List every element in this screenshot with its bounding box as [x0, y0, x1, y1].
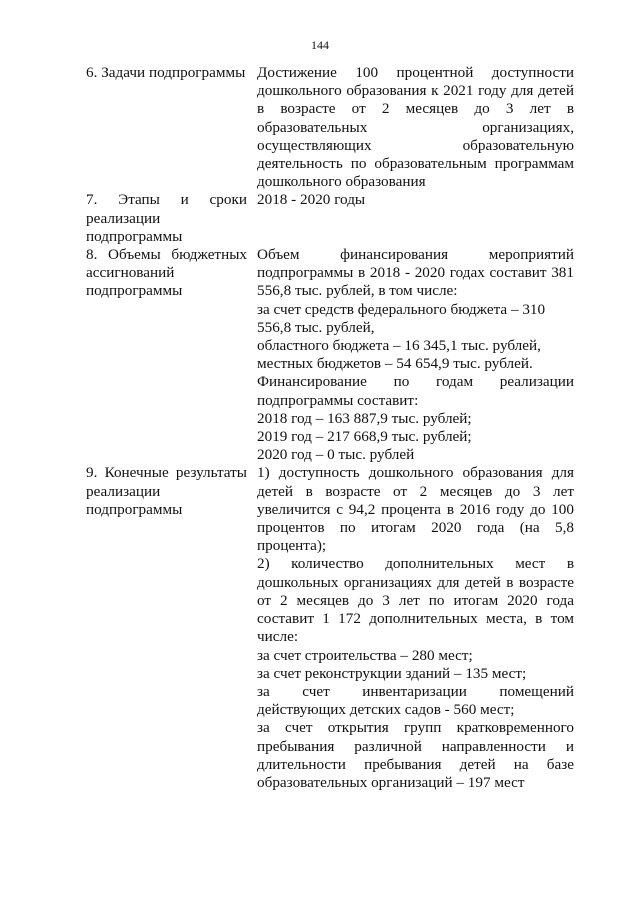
- budget-year-2019: 2019 год – 217 668,9 тыс. рублей;: [257, 428, 472, 446]
- budget-local: местных бюджетов – 54 654,9 тыс. рублей.: [257, 355, 533, 373]
- row-content-tasks: [257, 64, 574, 191]
- result-reconstruction: за счет реконструкции зданий – 135 мест;: [257, 664, 527, 682]
- row-label-stages: 7. Этапы и сроки реализации подпрограммы: [86, 191, 247, 245]
- table-row-stages: [86, 191, 574, 246]
- row-label-results: 9. Конечные результаты реализации подпрограммы: [86, 464, 247, 518]
- row-label-budget: 8. Объемы бюджетных ассигнований подпрограммы: [86, 246, 247, 300]
- result-availability: 1) доступность дошкольного образования для детей в возрасте от 2 месяцев до 3 лет увеличится с 94,2 процента в 2016 году до 100 процентов по итогам 2020 года (на 5,8 процента);: [257, 464, 574, 555]
- budget-year-2020: 2020 год – 0 тыс. рублей: [257, 446, 415, 464]
- page-number: 144: [311, 38, 329, 52]
- budget-total: Объем финансирования мероприятий подпрограммы в 2018 - 2020 годах составит 381 556,8 тыс. рублей, в том числе:: [257, 246, 574, 300]
- result-inventory: за счет инвентаризации помещений действующих детских садов - 560 мест;: [257, 682, 574, 719]
- result-short-stay-groups: за счет открытия групп кратковременного пребывания различной направленности и длительности пребывания детей на базе образовательных организаций – 197 мест: [257, 719, 574, 791]
- table-row-tasks: [86, 64, 574, 191]
- row-content-budget: [257, 246, 574, 464]
- row-content-stages: [257, 191, 574, 246]
- budget-year-2018: 2018 год – 163 887,9 тыс. рублей;: [257, 409, 472, 427]
- row-content-results: [257, 464, 574, 792]
- stages-text: 2018 - 2020 годы: [257, 191, 366, 209]
- budget-by-years-intro: Финансирование по годам реализации подпрограммы составит:: [257, 373, 574, 409]
- budget-federal: за счет средств федерального бюджета – 310 556,8 тыс. рублей,: [257, 300, 546, 336]
- result-additional-places: 2) количество дополнительных мест в дошкольных организациях для детей в возрасте от 2 месяцев до 3 лет по итогам 2020 года составит 1 172 дополнительных места, в том числе:: [257, 555, 574, 646]
- table-row-results: [86, 464, 574, 792]
- subprogram-passport-table: [86, 64, 574, 792]
- budget-regional: областного бюджета – 16 345,1 тыс. рублей,: [257, 337, 541, 355]
- table-row-budget: [86, 246, 574, 464]
- result-construction: за счет строительства – 280 мест;: [257, 646, 473, 664]
- tasks-text: Достижение 100 процентной доступности дошкольного образования к 2021 году для детей в возрасте от 2 месяцев до 3 лет в образовательных организациях, осуществляющих образовательную деятельность по образовательным программам дошкольного образования: [257, 64, 574, 191]
- row-label-tasks: 6. Задачи подпрограммы: [86, 64, 246, 81]
